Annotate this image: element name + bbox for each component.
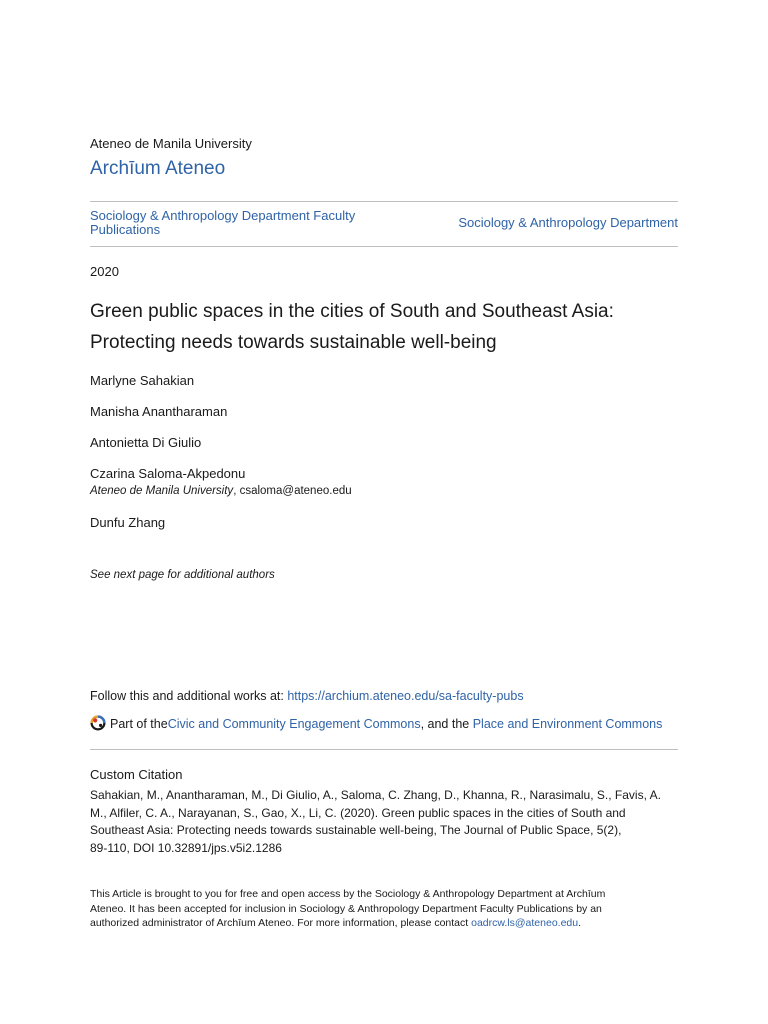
author-email: , csaloma@ateneo.edu: [233, 485, 352, 497]
title-line: Protecting needs towards sustainable well-being: [90, 332, 497, 353]
civic-commons-link[interactable]: Civic and Community Engagement Commons: [167, 717, 421, 731]
publication-year: 2020: [90, 264, 119, 279]
article-title: [90, 296, 678, 358]
additional-authors-note: See next page for additional authors: [90, 569, 275, 581]
citation-line: M., Alfiler, C. A., Narayanan, S., Gao, X., Li, C. (2020). Green public spaces in the cities of South and: [90, 805, 626, 820]
university-name: Ateneo de Manila University: [90, 136, 252, 151]
author-name: Manisha Anantharaman: [90, 404, 228, 419]
author-affiliation: [90, 485, 352, 497]
citation-line: 89-110, DOI 10.32891/jps.v5i2.1286: [90, 840, 282, 855]
author-name: Dunfu Zhang: [90, 515, 166, 530]
repository-link[interactable]: Archīum Ateneo: [90, 158, 226, 179]
author-name: Antonietta Di Giulio: [90, 435, 202, 450]
title-line: Green public spaces in the cities of South and Southeast Asia:: [90, 301, 614, 322]
author-name: Marlyne Sahakian: [90, 373, 195, 388]
follow-prefix: Follow this and additional works at:: [90, 689, 288, 703]
citation-line: Southeast Asia: Protecting needs towards sustainable well-being, The Journal of Public Space, 5(2),: [90, 823, 622, 837]
place-commons-link[interactable]: Place and Environment Commons: [472, 717, 663, 731]
citation-text: [90, 787, 678, 857]
divider: [90, 201, 678, 202]
network-commons-icon: [90, 715, 106, 731]
divider: [90, 246, 678, 247]
notice-suffix: .: [578, 917, 582, 930]
notice-line: This Article is brought to you for free and open access by the Sociology & Anthropology Department at Archīum: [90, 888, 606, 900]
contact-email-link[interactable]: oadrcw.ls@ateneo.edu: [471, 917, 579, 930]
affiliation-name: Ateneo de Manila University: [90, 485, 234, 497]
citation-heading: Custom Citation: [90, 767, 183, 782]
part-of-prefix: Part of the: [110, 717, 168, 731]
collection-url-link[interactable]: https://archium.ateneo.edu/sa-faculty-pubs: [287, 689, 524, 703]
part-of-middle: , and the: [420, 717, 473, 731]
collection-link[interactable]: Sociology & Anthropology Department Faculty Publications: [90, 208, 356, 237]
notice-line: [90, 916, 678, 931]
department-link[interactable]: Sociology & Anthropology Department: [458, 215, 678, 230]
notice-line: Ateneo. It has been accepted for inclusion in Sociology & Anthropology Department Faculty Publications by an: [90, 902, 602, 915]
notice-prefix: authorized administrator of Archīum Ateneo. For more information, please contact: [90, 917, 472, 930]
citation-line: Sahakian, M., Anantharaman, M., Di Giulio, A., Saloma, C. Zhang, D., Khanna, R., Narasimalu, S., Favis, A.: [90, 788, 661, 802]
divider: [90, 749, 678, 750]
access-notice: [90, 887, 678, 931]
part-of-line: [90, 716, 662, 732]
author-name: Czarina Saloma-Akpedonu: [90, 466, 246, 481]
follow-line: [90, 689, 524, 703]
